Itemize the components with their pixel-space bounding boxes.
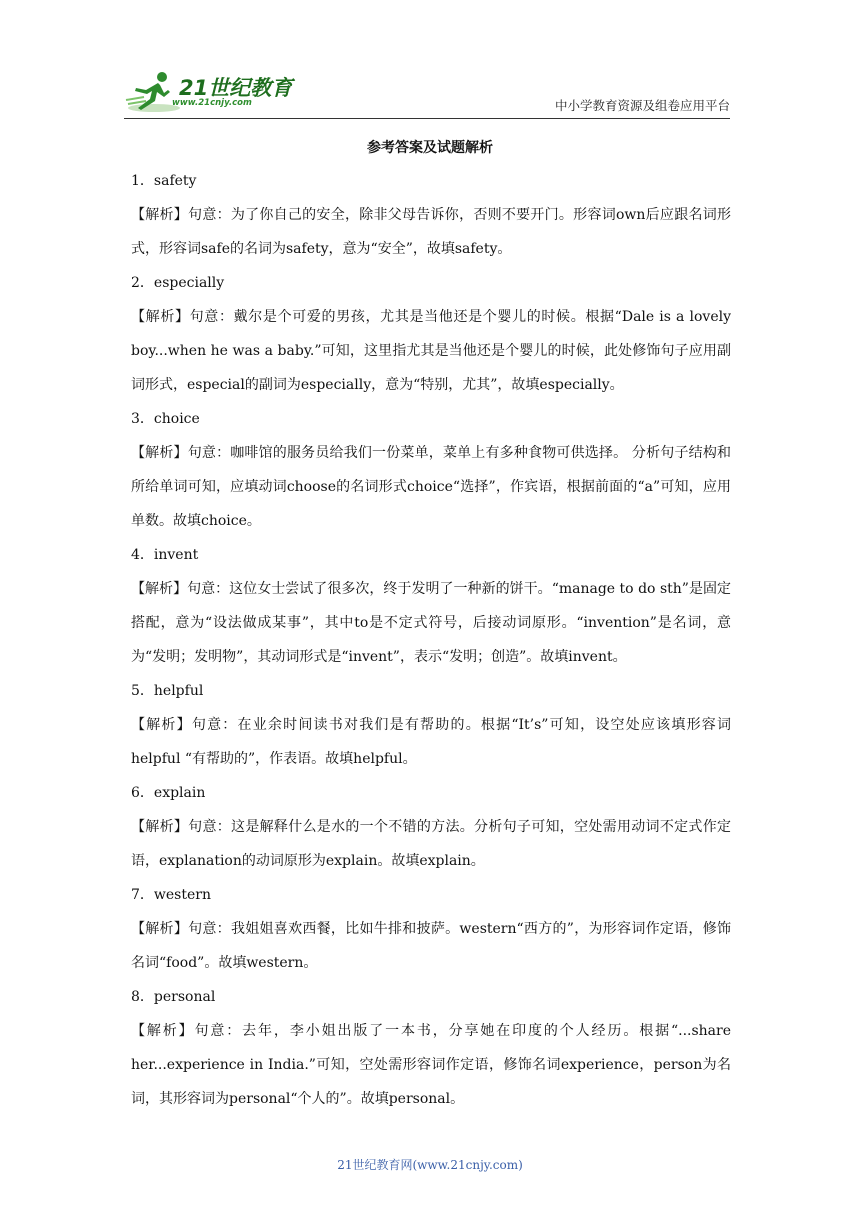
answer-item-5: 5．helpful (131, 683, 204, 699)
answer-list (131, 164, 731, 1116)
answer-item-8: 8．personal (131, 989, 216, 1005)
answer-item-2: 2．especially (131, 275, 225, 291)
explanation-3: 【解析】句意：咖啡馆的服务员给我们一份菜单，菜单上有多种食物可供选择。 分析句子结构和所给单词可知，应填动词choose的名词形式choice“选择”，作宾语，根据前面的“a”可知，应用单数。故填choice。 (131, 445, 731, 529)
explanation-6: 【解析】句意：这是解释什么是水的一个不错的方法。分析句子可知，空处需用动词不定式作定语，explanation的动词原形为explain。故填explain。 (131, 819, 731, 869)
explanation-2: 【解析】句意：戴尔是个可爱的男孩，尤其是当他还是个婴儿的时候。根据“Dale is a lovely boy...when he was a baby.”可知，这里指尤其是当他还是个婴儿的时候，此处修饰句子应用副词形式，especial的副词为especially，意为“特别，尤其”，故填especially。 (131, 309, 731, 393)
explanation-8: 【解析】句意：去年，李小姐出版了一本书，分享她在印度的个人经历。根据“...share her...experience in India.”可知，空处需形容词作定语，修饰名词experience，person为名词，其形容词为personal“个人的”。故填personal。 (131, 1023, 731, 1107)
explanation-7: 【解析】句意：我姐姐喜欢西餐，比如牛排和披萨。western“西方的”，为形容词作定语，修饰名词“food”。故填western。 (131, 921, 731, 971)
explanation-1: 【解析】句意：为了你自己的安全，除非父母告诉你，否则不要开门。形容词own后应跟名词形式，形容词safe的名词为safety，意为“安全”，故填safety。 (131, 207, 731, 257)
header-divider (124, 118, 730, 119)
logo-url: www.21cnjy.com (172, 98, 252, 108)
answer-item-6: 6．explain (131, 785, 206, 801)
platform-label: 中小学教育资源及组卷应用平台 (554, 98, 730, 113)
page-header (0, 0, 860, 120)
answer-item-7: 7．western (131, 887, 211, 903)
runner-logo-icon (124, 70, 180, 116)
page-footer: 21世纪教育网(www.21cnjy.com) (337, 1158, 523, 1172)
explanation-4: 【解析】句意：这位女士尝试了很多次，终于发明了一种新的饼干。“manage to do sth”是固定搭配，意为“设法做成某事”，其中to是不定式符号，后接动词原形。“invention”是名词，意为“发明；发明物”，其动词形式是“invent”，表示“发明；创造”。故填invent。 (131, 581, 731, 665)
answer-item-4: 4．invent (131, 547, 199, 563)
site-logo (124, 70, 293, 116)
page-title: 参考答案及试题解析 (367, 140, 493, 156)
explanation-5: 【解析】句意：在业余时间读书对我们是有帮助的。根据“It’s”可知，设空处应该填形容词helpful “有帮助的”，作表语。故填helpful。 (131, 717, 731, 767)
answer-item-1: 1．safety (131, 173, 197, 189)
answer-item-3: 3．choice (131, 411, 200, 427)
logo-wordmark: 21世纪教育 (179, 76, 293, 100)
